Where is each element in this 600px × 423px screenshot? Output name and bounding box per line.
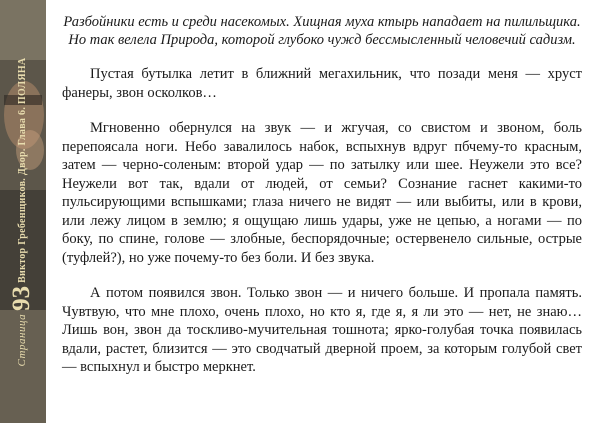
epigraph: Разбойники есть и среди насекомых. Хищная муха ктырь нападает на пилильщика. Но так велела Природа, которой глубоко чужд бессмысленный человечий садизм. (63, 14, 581, 48)
book-info: Виктор Гребенщиков. Двор. Глава 6. ПОЛЯНА (17, 57, 28, 283)
page-sidebar (0, 0, 46, 423)
page-number: 93 (8, 285, 35, 311)
paragraph-1: Пустая бутылка летит в ближний мегахильник, что позади меня — хруст фанеры, звон осколков… (62, 66, 582, 101)
paragraph-3: А потом появился звон. Только звон — и ничего больше. И пропала память. Чувтвую, что мне плохо, очень плохо, но кто я, где я, я ли это — нет, не знаю… Лишь вон, звон да тоскливо-мучительная тошнота; ярко-голубая точка появилась вдали, растет, близится — это сводчатый дверной проем, за которым голубой свет — вспыхнул и быстро меркнет. (62, 285, 582, 375)
page-content (62, 13, 582, 394)
page-label: Страница (16, 313, 28, 366)
paragraph-2: Мгновенно обернулся на звук — и жгучая, со свистом и звоном, боль перепоясала ноги. Небо завалилось набок, вспыхнув вдруг пбчему-то красным, затем — черно-соленым: второй удар — по затылку или шее. Неужели это все? Неужели вот так, вдали от людей, от семьи? Сознание гаснет какими-то пульсирующими вспышками; глаза ничего не видят — или выбиты, или в крови, или лежу лицом в землю; я ощущаю лишь удары, уже не цепью, а ногами — по боку, по спине, голове — злобные, беспорядочные; остервенело сильные, острые (туфлей?), но уже почему-то без боли. И без звука. (62, 120, 582, 266)
sidebar-caption (4, 0, 40, 423)
sidebar-caption-rotated (8, 57, 36, 366)
